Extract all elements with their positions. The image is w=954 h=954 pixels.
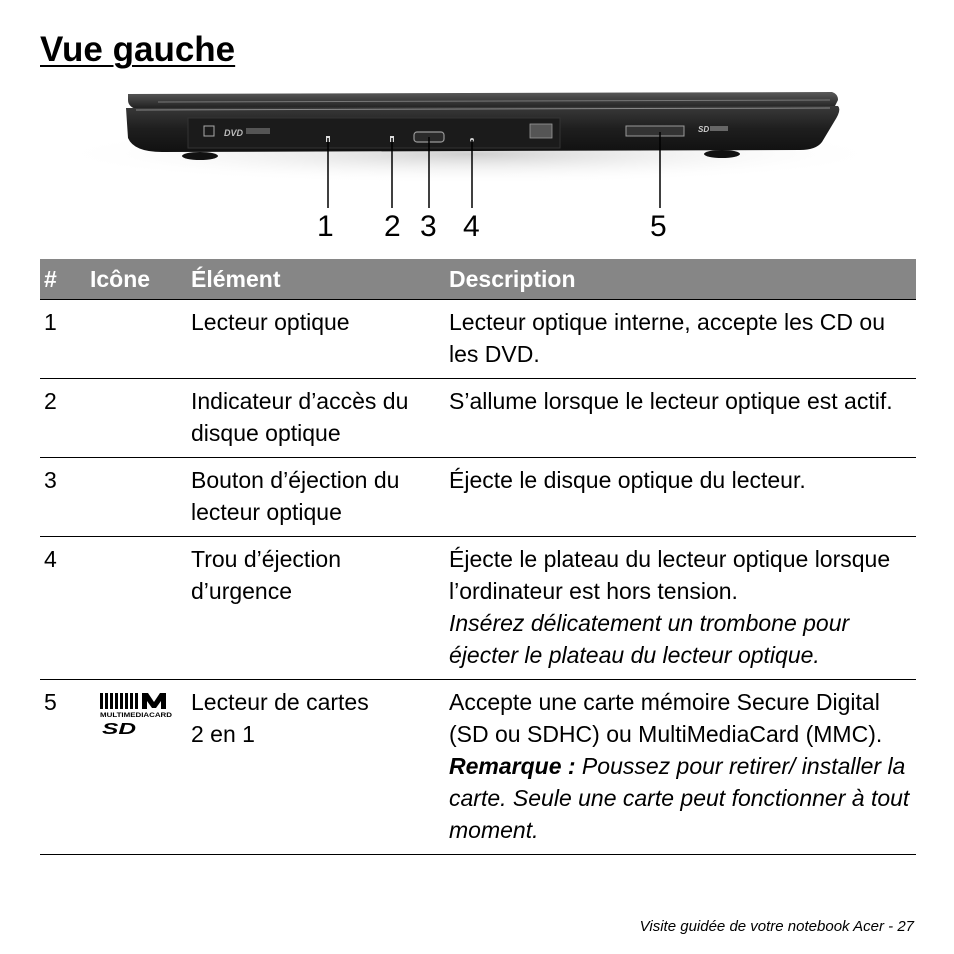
row-element-cell: [187, 680, 445, 855]
row-description-cell: [445, 680, 916, 855]
row-element: Trou d’éjection d’urgence: [187, 537, 445, 680]
card-icon-bottom-text: SD: [102, 721, 137, 738]
callout-5: 5: [650, 210, 667, 243]
multimediacard-sd-icon: [100, 692, 174, 738]
row-description: S’allume lorsque le lecteur optique est actif.: [445, 379, 916, 458]
row-note: Insérez délicatement un trombone pour éjecter le plateau du lecteur optique.: [449, 610, 850, 668]
row-icon-cell: [86, 379, 187, 458]
row-icon-cell: [86, 680, 187, 855]
ports-table: [40, 259, 916, 855]
page-title: Vue gauche: [40, 30, 236, 69]
row-element: Lecteur de cartes: [191, 689, 369, 715]
table-row: [40, 537, 916, 680]
row-icon-cell: [86, 300, 187, 379]
laptop-left-side-figure: [70, 82, 890, 252]
header-element: Élément: [187, 259, 445, 300]
callout-3: 3: [420, 210, 437, 243]
row-element-cont: 2 en 1: [191, 721, 255, 747]
callout-1: 1: [317, 210, 334, 243]
row-description: Éjecte le plateau du lecteur optique lorsque l’ordinateur est hors tension.: [449, 546, 891, 604]
row-note-label: Remarque :: [449, 753, 576, 779]
table-row: [40, 680, 916, 855]
table-row: [40, 458, 916, 537]
row-element: Lecteur optique: [187, 300, 445, 379]
table-row: [40, 379, 916, 458]
row-element: Bouton d’éjection du lecteur optique: [187, 458, 445, 537]
header-number: #: [40, 259, 86, 300]
callout-4: 4: [463, 210, 480, 243]
dvd-logo: DVD: [224, 128, 244, 138]
row-description: Accepte une carte mémoire Secure Digital (SD ou SDHC) ou MultiMediaCard (MMC).: [449, 689, 883, 747]
table-header-row: [40, 259, 916, 300]
row-number: 5: [40, 680, 86, 855]
callout-2: 2: [384, 210, 401, 243]
row-icon-cell: [86, 458, 187, 537]
row-description-cell: [445, 537, 916, 680]
row-note: Poussez pour retirer/ installer la carte. Seule une carte peut fonctionner à tout moment.: [449, 753, 910, 843]
row-number: 3: [40, 458, 86, 537]
row-number: 4: [40, 537, 86, 680]
row-number: 2: [40, 379, 86, 458]
row-element: Indicateur d’accès du disque optique: [187, 379, 445, 458]
row-description: Lecteur optique interne, accepte les CD ou les DVD.: [445, 300, 916, 379]
row-number: 1: [40, 300, 86, 379]
sd-logo: SD: [698, 125, 710, 134]
card-icon-top-text: MULTIMEDIACARD: [100, 712, 173, 719]
row-icon-cell: [86, 537, 187, 680]
header-description: Description: [445, 259, 916, 300]
row-description: Éjecte le disque optique du lecteur.: [445, 458, 916, 537]
header-icon: Icône: [86, 259, 187, 300]
page-footer: Visite guidée de votre notebook Acer - 27: [639, 918, 914, 935]
table-row: [40, 300, 916, 379]
